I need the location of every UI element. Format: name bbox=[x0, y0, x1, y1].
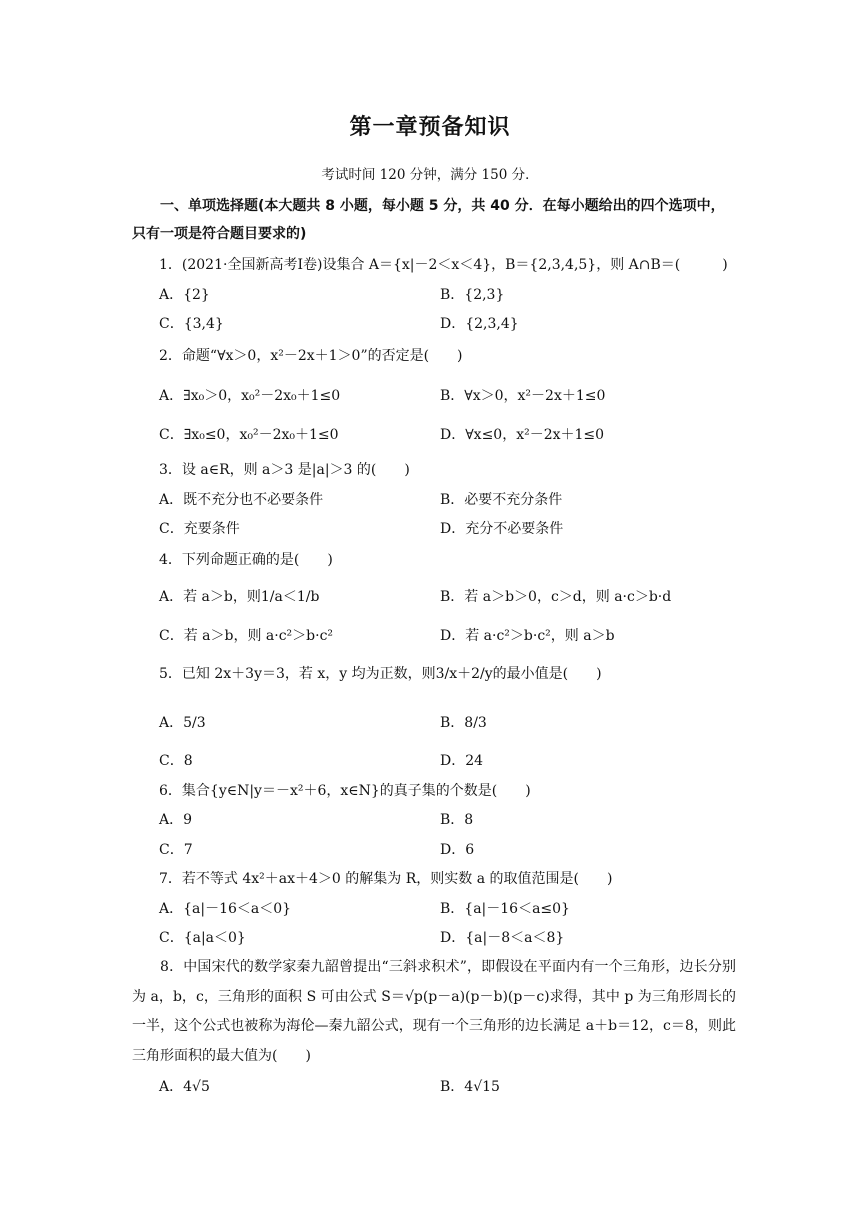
question-4-stem: 4．下列命题正确的是( ) bbox=[159, 552, 333, 568]
question-4-option-a: A．若 a＞b，则1/a＜1/b bbox=[159, 589, 320, 605]
question-7-option-d: D．{a|－8＜a＜8} bbox=[440, 930, 565, 946]
question-1-option-a: A．{2} bbox=[159, 287, 210, 303]
question-3-option-a: A．既不充分也不必要条件 bbox=[159, 492, 324, 508]
question-5-stem: 5．已知 2x＋3y＝3，若 x，y 均为正数，则3/x＋2/y的最小值是( ) bbox=[159, 666, 602, 682]
section-heading: 一、单项选择题(本大题共 8 小题，每小题 5 分，共 40 分．在每小题给出的四个选项中，只有一项是符合题目要求的) bbox=[132, 198, 725, 242]
question-5-option-a: A．5/3 bbox=[159, 715, 206, 731]
question-5-option-c: C．8 bbox=[159, 753, 193, 769]
question-6-option-a: A．9 bbox=[159, 812, 193, 828]
question-4-option-b: B．若 a＞b＞0，c＞d，则 a·c＞b·d bbox=[440, 589, 672, 605]
question-2-stem: 2．命题“∀x＞0，x²－2x＋1＞0”的否定是( ) bbox=[159, 348, 463, 364]
question-1-option-b: B．{2,3} bbox=[440, 287, 505, 303]
question-3-option-b: B．必要不充分条件 bbox=[440, 492, 563, 508]
exam-info: 考试时间 120 分钟，满分 150 分． bbox=[321, 167, 539, 183]
question-5-option-b: B．8/3 bbox=[440, 715, 487, 731]
question-8-option-b: B．4√15 bbox=[440, 1079, 500, 1095]
page-title: 第一章预备知识 bbox=[349, 115, 511, 140]
question-4-option-d: D．若 a·c²＞b·c²，则 a＞b bbox=[440, 628, 615, 644]
question-3-option-d: D．充分不必要条件 bbox=[440, 521, 564, 537]
question-2-option-b: B．∀x＞0，x²－2x＋1≤0 bbox=[440, 388, 606, 404]
question-1-option-d: D．{2,3,4} bbox=[440, 316, 519, 332]
question-5-option-d: D．24 bbox=[440, 753, 484, 769]
question-6-option-c: C．7 bbox=[159, 842, 193, 858]
question-4-option-c: C．若 a＞b，则 a·c²＞b·c² bbox=[159, 628, 334, 644]
question-3-stem: 3．设 a∈R，则 a＞3 是|a|＞3 的( ) bbox=[159, 462, 410, 478]
question-7-option-c: C．{a|a＜0} bbox=[159, 930, 246, 946]
question-6-stem: 6．集合{y∈N|y＝－x²＋6，x∈N}的真子集的个数是( ) bbox=[159, 783, 531, 799]
question-2-option-d: D．∀x≤0，x²－2x＋1≤0 bbox=[440, 427, 605, 443]
question-8-option-a: A．4√5 bbox=[159, 1079, 210, 1095]
question-6-option-b: B．8 bbox=[440, 812, 474, 828]
question-2-option-c: C．∃x₀≤0，x₀²－2x₀＋1≤0 bbox=[159, 427, 339, 443]
question-7-option-b: B．{a|－16＜a≤0} bbox=[440, 901, 570, 917]
question-6-option-d: D．6 bbox=[440, 842, 475, 858]
question-8-stem: 8．中国宋代的数学家秦九韶曾提出“三斜求积术”，即假设在平面内有一个三角形，边长分别为 a，b，c，三角形的面积 S 可由公式 S＝√p(p－a)(p－b)(p－c)求得，其中 p 为三角形周长的一半，这个公式也被称为海伦—秦九韶公式，现有一个三角形的边长满足 a＋b＝12，c＝8，则此三角形面积的最大值为( ) bbox=[132, 959, 736, 1064]
question-7-stem: 7．若不等式 4x²＋ax＋4＞0 的解集为 R，则实数 a 的取值范围是( ) bbox=[159, 871, 613, 887]
question-1-option-c: C．{3,4} bbox=[159, 316, 224, 332]
question-2-option-a: A．∃x₀＞0，x₀²－2x₀＋1≤0 bbox=[159, 388, 341, 404]
question-7-option-a: A．{a|－16＜a＜0} bbox=[159, 901, 292, 917]
question-1-stem: 1．(2021·全国新高考Ⅰ卷)设集合 A＝{x|－2＜x＜4}，B＝{2,3,4,5}，则 A∩B＝( ) bbox=[159, 257, 728, 273]
question-3-option-c: C．充要条件 bbox=[159, 521, 240, 537]
